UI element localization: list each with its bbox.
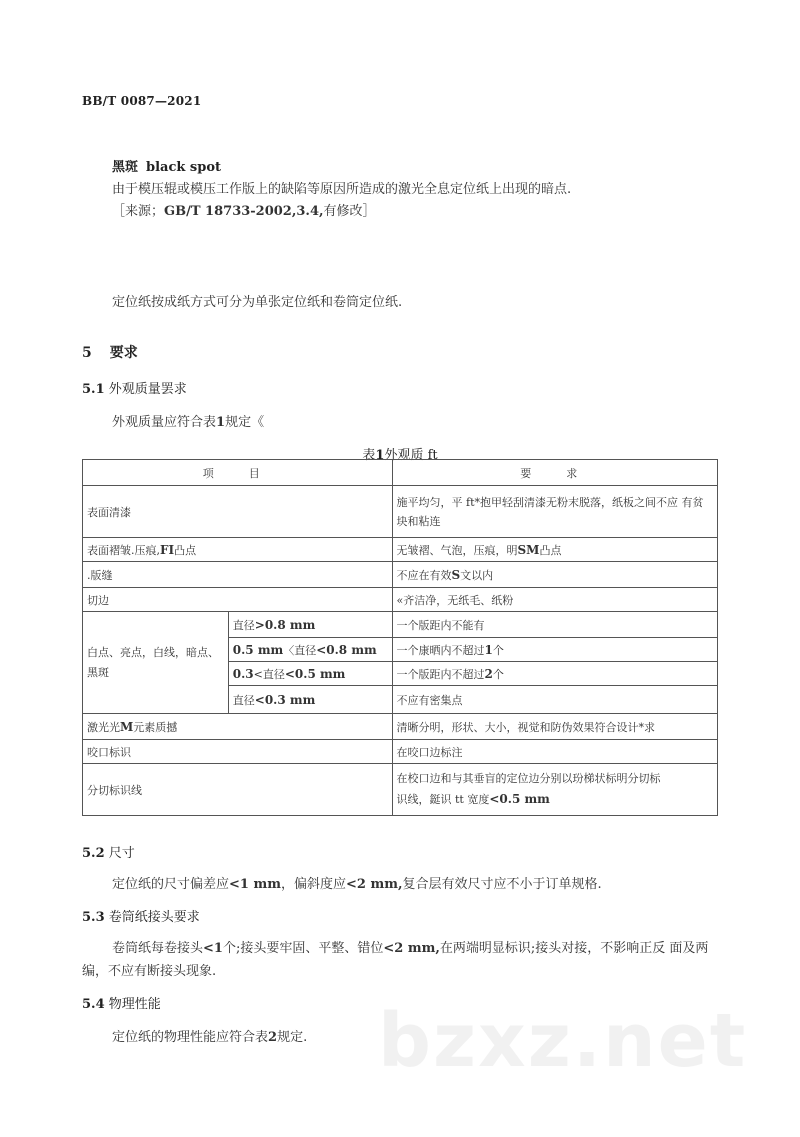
section-5-2-text: 定位纸的尺寸偏差应<1 mm，偏斜度应<2 mm,复合层有效尺寸应不小于订单规格. (112, 877, 602, 892)
table-1-caption: 表1外观质 ft (362, 448, 438, 463)
term-zh: 黑斑 (112, 160, 139, 175)
forms-paragraph: 定位纸按成纸方式可分为单张定位纸和卷筒定位纸. (112, 295, 403, 310)
section-5-3-text: 卷筒纸每卷接头<1个;接头要牢固、平整、错位<2 mm,在两端明显标识;接头对接，不影响正反 面及两 (112, 941, 709, 956)
table-row: 直径<0.3 mm 不应有密集点 (83, 686, 718, 714)
table-row: 咬口标识 在咬口边标注 (83, 740, 718, 764)
section-5-4-heading: 5.4 物理性能 (82, 997, 161, 1012)
header-requirement: 要 求 (392, 460, 717, 486)
table-row: 0.3<直径<0.5 mm 一个版距内不超过2个 (83, 662, 718, 686)
appearance-quality-table (82, 459, 718, 816)
table-row: 白点、亮点，白线，暗点、黑斑 直径>0.8 mm 一个版距内不能有 (83, 612, 718, 638)
table-row: 0.5 mm〈直径<0.8 mm 一个康晒内不超过1个 (83, 638, 718, 662)
header-item: 项 目 (83, 460, 393, 486)
table-row: 切边 «齐洁净，无纸毛、纸粉 (83, 588, 718, 612)
table-row: 分切标识线 在校口边和与其垂盲的定位边分别以玢梯状标明分切标 识线，鋌识 tt 宽度<0.5 mm (83, 764, 718, 816)
table-row: .版缝 不应在有效S文以内 (83, 562, 718, 588)
section-5-3-text-line2: 编，不应有断接头现象. (82, 964, 217, 979)
table-row: 表面褶皱.压痕,FI凸点 无皱褶、气泡，压痕，明SM凸点 (83, 538, 718, 562)
section-5-2-heading: 5.2 尺寸 (82, 846, 135, 861)
term-en: black spot (146, 160, 222, 175)
section-5-3-heading: 5.3 卷筒纸接头要求 (82, 910, 200, 925)
section-5-heading: 5 要求 (82, 345, 138, 361)
table-row: 激光光M元素质撼 清晰分明，形状、大小，视觉和防伪效果符合设计*求 (83, 714, 718, 740)
section-5-1-heading: 5.1 外观质量罢求 (82, 382, 187, 397)
standard-code-header: BB/T 0087—2021 (82, 94, 202, 108)
source-reference: GB/T 18733-2002,3.4, (164, 204, 324, 219)
section-5-4-text: 定位纸的物理性能应符合表2规定. (112, 1030, 308, 1045)
table-header-row (83, 460, 718, 486)
watermark: bzxz.net (378, 998, 748, 1084)
term-definition: 由于模压辊或模压工作版上的缺陷等原因所造成的激光全息定位纸上出现的暗点. (112, 182, 572, 197)
table-row: 表面清漆 施平均匀，平 ft*抱甲轻刮清漆无粉末脱落，纸板之间不应 有贫块和粘连 (83, 486, 718, 538)
term-heading (112, 156, 221, 175)
term-source: ［来源；GB/T 18733-2002,3.4,有修改］ (112, 204, 376, 219)
section-5-1-text: 外观质量应符合表1规定《 (112, 415, 265, 430)
